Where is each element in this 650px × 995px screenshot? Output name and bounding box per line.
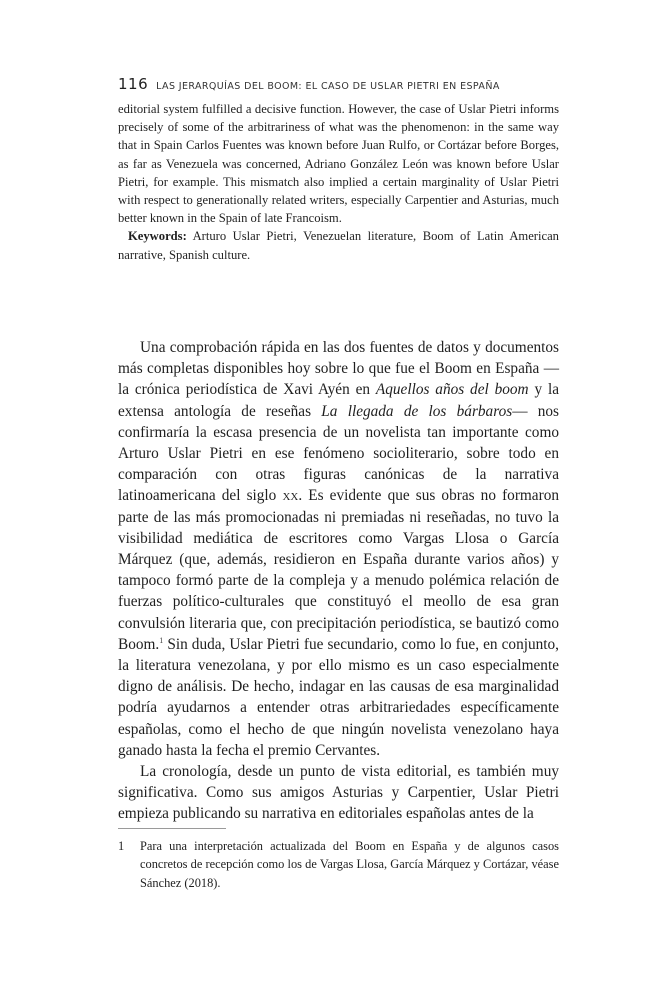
paragraph-2: La cronología, desde un punto de vista editorial, es también muy significativa. Como sus amigos Asturias y Carpentier, Uslar Pietri empieza publicando su narrativa en editoriales españolas antes de la [118, 763, 559, 823]
abstract-text: editorial system fulfilled a decisive function. However, the case of Uslar Pietri informs precisely of some of the arbitrariness of what was the phenomenon: in the same way that in Spain Carlos Fuentes was known before Juan Rulfo, or Cortázar before Borges, as far as Venezuela was concerned, Adriano González León was known before Uslar Pietri, for example. This mismatch also implied a certain marginality of Uslar Pietri with respect to generationally related writers, especially Carpentier and Asturias, much better known in the Spain of late Francoism. [118, 102, 559, 226]
paragraph-1 [118, 337, 559, 761]
english-abstract [118, 100, 559, 264]
footnote-number: 1 [118, 839, 125, 853]
main-text [118, 337, 559, 825]
footnote-text: Para una interpretación actualizada del Boom en España y de algunos casos concretos de recepción como los de Vargas Llosa, García Márquez y Cortázar, véase Sánchez (2018). [140, 839, 559, 890]
footnote-1 [118, 837, 559, 892]
footnote-divider [118, 828, 226, 829]
footnote-reference[interactable]: 1 [159, 635, 164, 645]
paragraph-1-text-a: Una comprobación rápida en las dos fuentes de datos y documentos más completas disponibles hoy sobre lo que fue el Boom en España —la crónica periodística de Xavi Ayén en [118, 339, 559, 399]
keywords-text: Arturo Uslar Pietri, Venezuelan literature, Boom of Latin American narrative, Spanish culture. [118, 229, 559, 262]
century-numeral: xx [282, 487, 299, 505]
page-number: 116 [118, 75, 149, 93]
paragraph-1-text-b: y la extensa antología de reseñas [118, 381, 559, 420]
paragraph-1-text-d: . Es evidente que sus obras no formaron parte de las más promocionadas ni premiadas ni reseñadas, no tuvo la visibilidad mediática de escritores como Vargas Llosa o García Márquez (que, además, residieron en España durante varios años) y tampoco formó parte de la compleja y a menudo polémica relación de fuerzas político-culturales que constituyó el meollo de esa gran convulsión literaria que, con precipitación periodística, se bautizó como Boom. [118, 487, 559, 653]
keywords-label: Keywords: [128, 229, 187, 244]
paragraph-1-text-c: — nos confirmaría la escasa presencia de un novelista tan importante como Arturo Uslar Pietri en ese fenómeno socioliterario, sobre todo en comparación con otras figuras canónicas de la narrativa latinoamericana del siglo [118, 402, 559, 505]
paragraph-1-text-e: Sin duda, Uslar Pietri fue secundario, como lo fue, en conjunto, la literatura venezolana, y por ello mismo es un caso especialmente digno de análisis. De hecho, indagar en las causas de esa marginalidad podría ayudarnos a entender otras arbitrariedades específicamente españolas, como el hecho de que ningún novelista venezolano haya ganado hasta la fecha el premio Cervantes. [118, 635, 559, 759]
running-header-title: LAS JERARQUÍAS DEL BOOM: EL CASO DE USLAR PIETRI EN ESPAÑA [156, 81, 500, 92]
keywords-line [118, 227, 559, 263]
book-title-llegada: La llegada de los bárbaros [321, 402, 513, 420]
running-header [118, 75, 558, 93]
book-title-aquellos: Aquellos años del boom [375, 381, 529, 399]
